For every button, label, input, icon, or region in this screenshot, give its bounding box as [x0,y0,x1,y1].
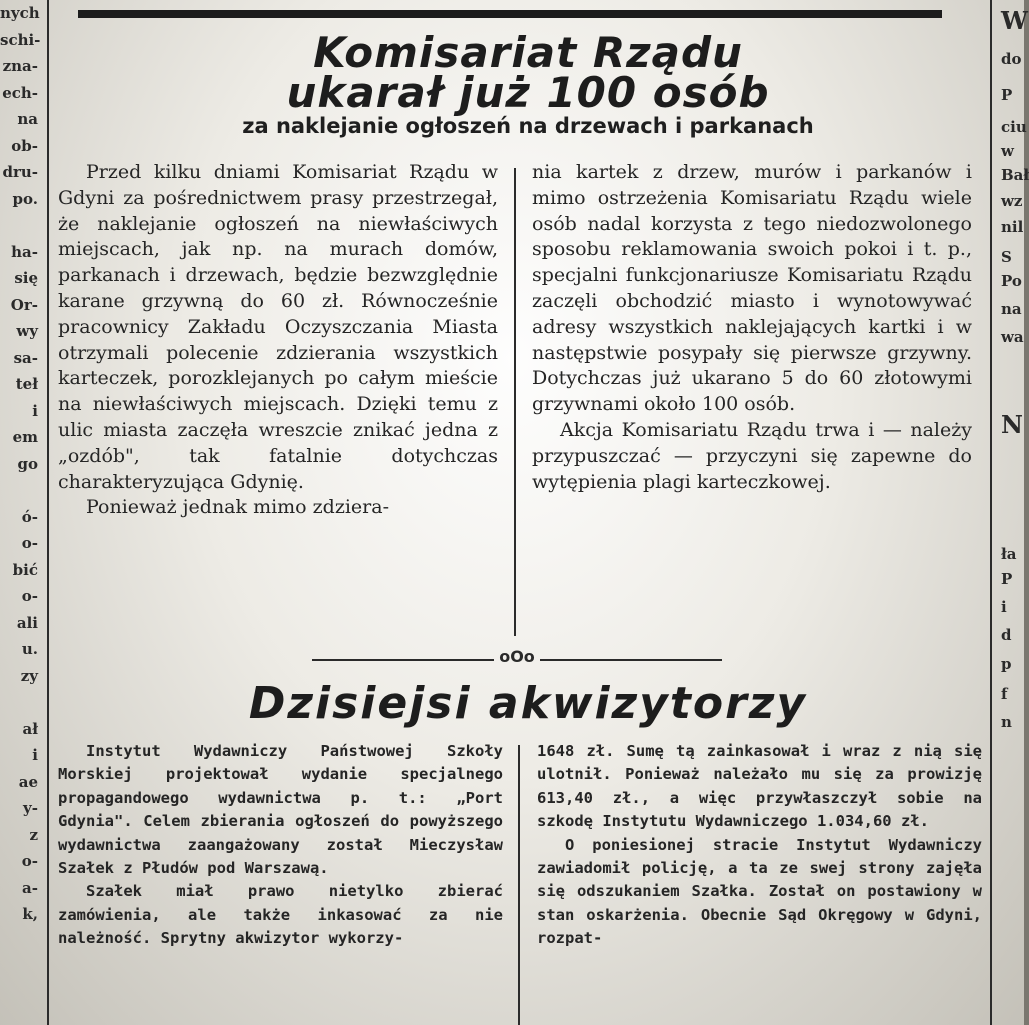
article1-column1 [58,160,498,521]
left-fragment-line: ech- [2,83,38,102]
top-rule [78,10,942,18]
left-fragment-line: Or- [10,295,38,314]
left-fragment-line: na [17,110,38,128]
left-fragment-line: ob- [11,136,38,155]
article2-center-rule [518,745,520,1025]
divider-line-left [312,659,494,661]
article1-col1-paragraph1: Przed kilku dniami Komisariat Rządu w Gdyni za pośrednictwem prasy przestrzegał, że naklejanie ogłoszeń na niewłaściwych miejscach, jak np. na murach domów, parkanach i drzewach, będzie bezwzględnie karane grzywną do 60 zł. Równocześnie pracownicy Zakładu Oczyszczania Miasta otrzymali polecenie zdzierania wszystkich karteczek, porozklejanych po całym mieście na niewłaściwych miejscach. Dzięki temu z ulic miasta zaczęła wreszcie znikać jedna z „ozdób", tak fatalnie dotychczas charakteryzująca Gdynię. [58,161,498,493]
left-fragment-line: k, [22,905,38,923]
article1-column2 [532,160,972,495]
left-fragment-line: wy [16,322,38,340]
article2-col1-paragraph1: Instytut Wydawniczy Państwowej Szkoły Morskiej projektował wydanie specjalnego propagandowego wydawnictwa p. t.: „Port Gdynia". Celem zbierania ogłoszeń do powyższego wydawnictwa zaangażowany został Mieczysław Szałek z Płudów pod Warszawą. [58,742,503,878]
left-fragment-line: schi- [0,30,41,49]
left-fragment-line [0,212,38,239]
right-fragment-line: i [1001,598,1007,616]
right-fragment-line: p [1001,655,1012,673]
right-fragment-line: nil [1001,218,1024,236]
article2-col2-paragraph1: 1648 zł. Sumę tą zainkasował i wraz z nią się ulotnił. Ponieważ należało mu się za prowizję 613,40 zł., a więc przywłaszczył sobie na szkodę Instytutu Wydawniczego 1.034,60 zł. [537,742,982,831]
left-fragment-line: i [32,746,38,764]
right-fragment-line: P [1001,86,1013,104]
right-fragment-line: N [1001,410,1023,439]
left-fragment-line: ali [16,613,38,632]
left-fragment-line: ae [18,772,38,791]
article1-headline-line1: Komisariat Rządu [313,28,743,77]
right-fragment-line: Po [1001,272,1022,290]
section-divider [312,647,722,670]
right-column-rule [990,0,992,1025]
right-fragment-line: W [1001,6,1028,35]
left-fragment-line: u. [21,640,38,658]
right-fragment-line: d [1001,626,1012,644]
article2-column2 [537,740,982,951]
article2-col2-paragraph2: O poniesionej stracie Instytut Wydawniczy zawiadomił policję, a ta ze swej strony zajęła się odszukaniem Szałka. Został on postawiony w stan oskarżenia. Obecnie Sąd Okręgowy w Gdyni, rozpat- [537,835,982,948]
article1-center-rule [514,168,516,636]
article1-col2-paragraph2: Akcja Komisariatu Rządu trwa i — należy przypuszczać — przyczyni się zapewne do wytępienia plagi karteczkowej. [532,418,972,493]
article2-column1 [58,740,503,951]
left-fragment-line: zna- [2,57,38,75]
left-fragment-line: o- [21,587,38,605]
article2-headline: Dzisiejsi akwizytorzy [248,678,808,729]
left-fragment-line: em [12,428,38,446]
right-fragment-line: do [1001,50,1022,68]
right-fragment-line: n [1001,713,1012,731]
article1-col1-paragraph2: Ponieważ jednak mimo zdziera- [86,496,389,519]
right-fragment-line: w [1001,142,1014,160]
right-fragment-line: ciu [1001,118,1027,136]
left-fragment-line: dru- [2,163,38,181]
right-fragment-line: wa [1001,328,1024,346]
right-fragment-line: f [1001,685,1008,703]
left-column-rule [47,0,49,1025]
divider-line-right [540,659,722,661]
right-fragment-line: P [1001,570,1013,588]
divider-ornament: oOo [499,647,535,666]
left-column-fragment [0,0,42,1025]
left-fragment-line: ał [22,719,38,738]
left-fragment-line: a- [22,878,38,897]
left-fragment-line: bić [12,560,38,579]
left-fragment-line: sa- [13,348,38,367]
article1-col2-paragraph1: nia kartek z drzew, murów i parkanów i mimo ostrzeżenia Komisariatu Rządu wiele osób nadal korzysta z tego niedozwolonego sposobu reklamowania swoich pokoi i t. p., specjalni funkcjonariusze Komisariatu Rządu zaczęli obchodzić miasto i wynotowywać adresy wszystkich naklejających kartki i w następstwie posypały się pierwsze grzywny. Dotychczas już ukarano 5 do 60 złotowymi grzywnami około 100 osób. [532,161,972,416]
left-fragment-line: ha- [11,242,38,261]
left-fragment-line: o- [21,852,38,870]
left-fragment-line: i [32,401,38,420]
left-fragment-line: po. [12,189,38,208]
left-fragment-line: zy [20,666,38,685]
left-fragment-line [0,477,38,504]
left-fragment-line: się [14,269,38,287]
right-fragment-line: S [1001,248,1012,266]
left-fragment-line: o- [21,534,38,552]
left-fragment-line: z [29,825,38,844]
right-fragment-line: na [1001,300,1022,318]
right-fragment-line: Bał [1001,166,1029,184]
article2-col1-paragraph2: Szałek miał prawo nietylko zbierać zamówienia, ale także inkasować za nie należność. Sprytny akwizytor wykorzy- [58,882,503,948]
left-fragment-line: go [17,454,38,473]
right-fragment-line: wz [1001,192,1023,210]
left-fragment-line: y- [23,799,38,817]
article1-headline-line2: ukarał już 100 osób [286,68,770,117]
left-fragment-line [0,689,38,716]
right-column-fragment [998,0,1029,1025]
left-fragment-line: ó- [21,507,38,526]
left-fragment-line: nych [0,4,40,22]
article1-subheadline: za naklejanie ogłoszeń na drzewach i parkanach [242,114,814,138]
left-fragment-line: teł [15,375,38,393]
right-fragment-line: ła [1001,545,1017,563]
